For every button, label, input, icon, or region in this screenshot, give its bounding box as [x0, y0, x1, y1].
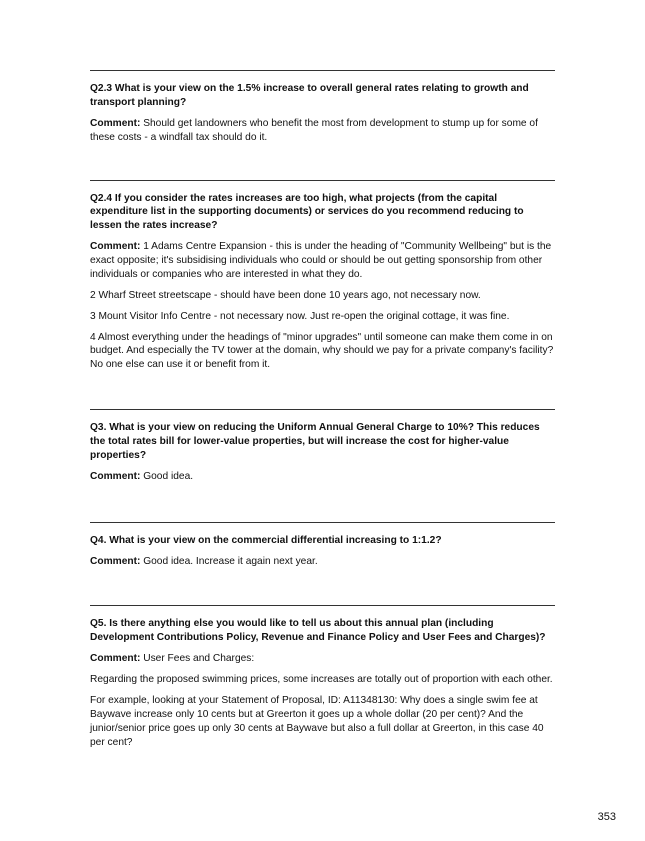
- section-divider: [90, 180, 555, 181]
- comment-label: Comment:: [90, 470, 141, 482]
- section-divider: [90, 70, 555, 71]
- comment-paragraph: 4 Almost everything under the headings of "minor upgrades" until someone can make them come in on budget. And especially the TV tower at the domain, why should we pay for a private company's facility? No one else can use it or benefit from it.: [90, 331, 554, 371]
- comment-label: Comment:: [90, 117, 141, 129]
- document-body: [90, 70, 555, 756]
- section-q3: [90, 421, 555, 484]
- comment-paragraph: 3 Mount Visitor Info Centre - not necessary now. Just re-open the original cottage, it was fine.: [90, 310, 510, 322]
- question-text: Q5. Is there anything else you would like to tell us about this annual plan (including Development Contributions Policy, Revenue and Finance Policy and User Fees and Charges)?: [90, 618, 546, 644]
- section-q4: [90, 534, 555, 569]
- question-text: Q3. What is your view on reducing the Uniform Annual General Charge to 10%? This reduces the total rates bill for lower-value properties, but will increase the cost for higher-value properties?: [90, 422, 540, 461]
- section-divider: [90, 409, 555, 410]
- comment-label: Comment:: [90, 555, 141, 567]
- comment-paragraph: [90, 117, 555, 145]
- comment-text: User Fees and Charges:: [143, 653, 255, 665]
- comment-paragraph: [90, 555, 555, 569]
- section-divider: [90, 522, 555, 523]
- question-text: Q4. What is your view on the commercial differential increasing to 1:1.2?: [90, 534, 442, 546]
- section-q5: [90, 617, 555, 749]
- comment-text: Good idea.: [143, 470, 194, 482]
- comment-paragraph: Regarding the proposed swimming prices, some increases are totally out of proportion with each other.: [90, 674, 553, 685]
- question-text: Q2.4 If you consider the rates increases are too high, what projects (from the capital expenditure list in the supporting documents) or services do you recommend reducing to lessen the rates increase?: [90, 192, 524, 232]
- page-number: 353: [597, 811, 616, 823]
- comment-text: 1 Adams Centre Expansion - this is under the heading of "Community Wellbeing" but is the exact opposite; it's subsidising individuals who could or should be out getting sponsorship from other individuals or companies who are interested in what they do.: [90, 241, 552, 280]
- comment-text: Should get landowners who benefit the most from development to stump up for some of these costs - a windfall tax should do it.: [90, 117, 538, 143]
- section-q2-4: [90, 192, 555, 373]
- comment-label: Comment:: [90, 653, 141, 665]
- comment-paragraph: 2 Wharf Street streetscape - should have been done 10 years ago, not necessary now.: [90, 289, 481, 301]
- comment-text: Good idea. Increase it again next year.: [143, 555, 318, 567]
- comment-label: Comment:: [90, 241, 141, 253]
- comment-paragraph: For example, looking at your Statement of Proposal, ID: A11348130: Why does a single swim fee at Baywave increase only 10 cents but at Greerton it goes up a whole dollar (20 per cent)? And the junior/senior price goes up only 30 cents at Baywave but also a full dollar at Greerton, in this case 40 per cent?: [90, 694, 544, 748]
- question-text: Q2.3 What is your view on the 1.5% increase to overall general rates relating to growth and transport planning?: [90, 83, 529, 108]
- section-divider: [90, 605, 555, 606]
- comment-paragraph: [90, 240, 555, 282]
- comment-paragraph: [90, 470, 555, 484]
- section-q2-3: [90, 82, 555, 145]
- comment-paragraph: [90, 652, 555, 666]
